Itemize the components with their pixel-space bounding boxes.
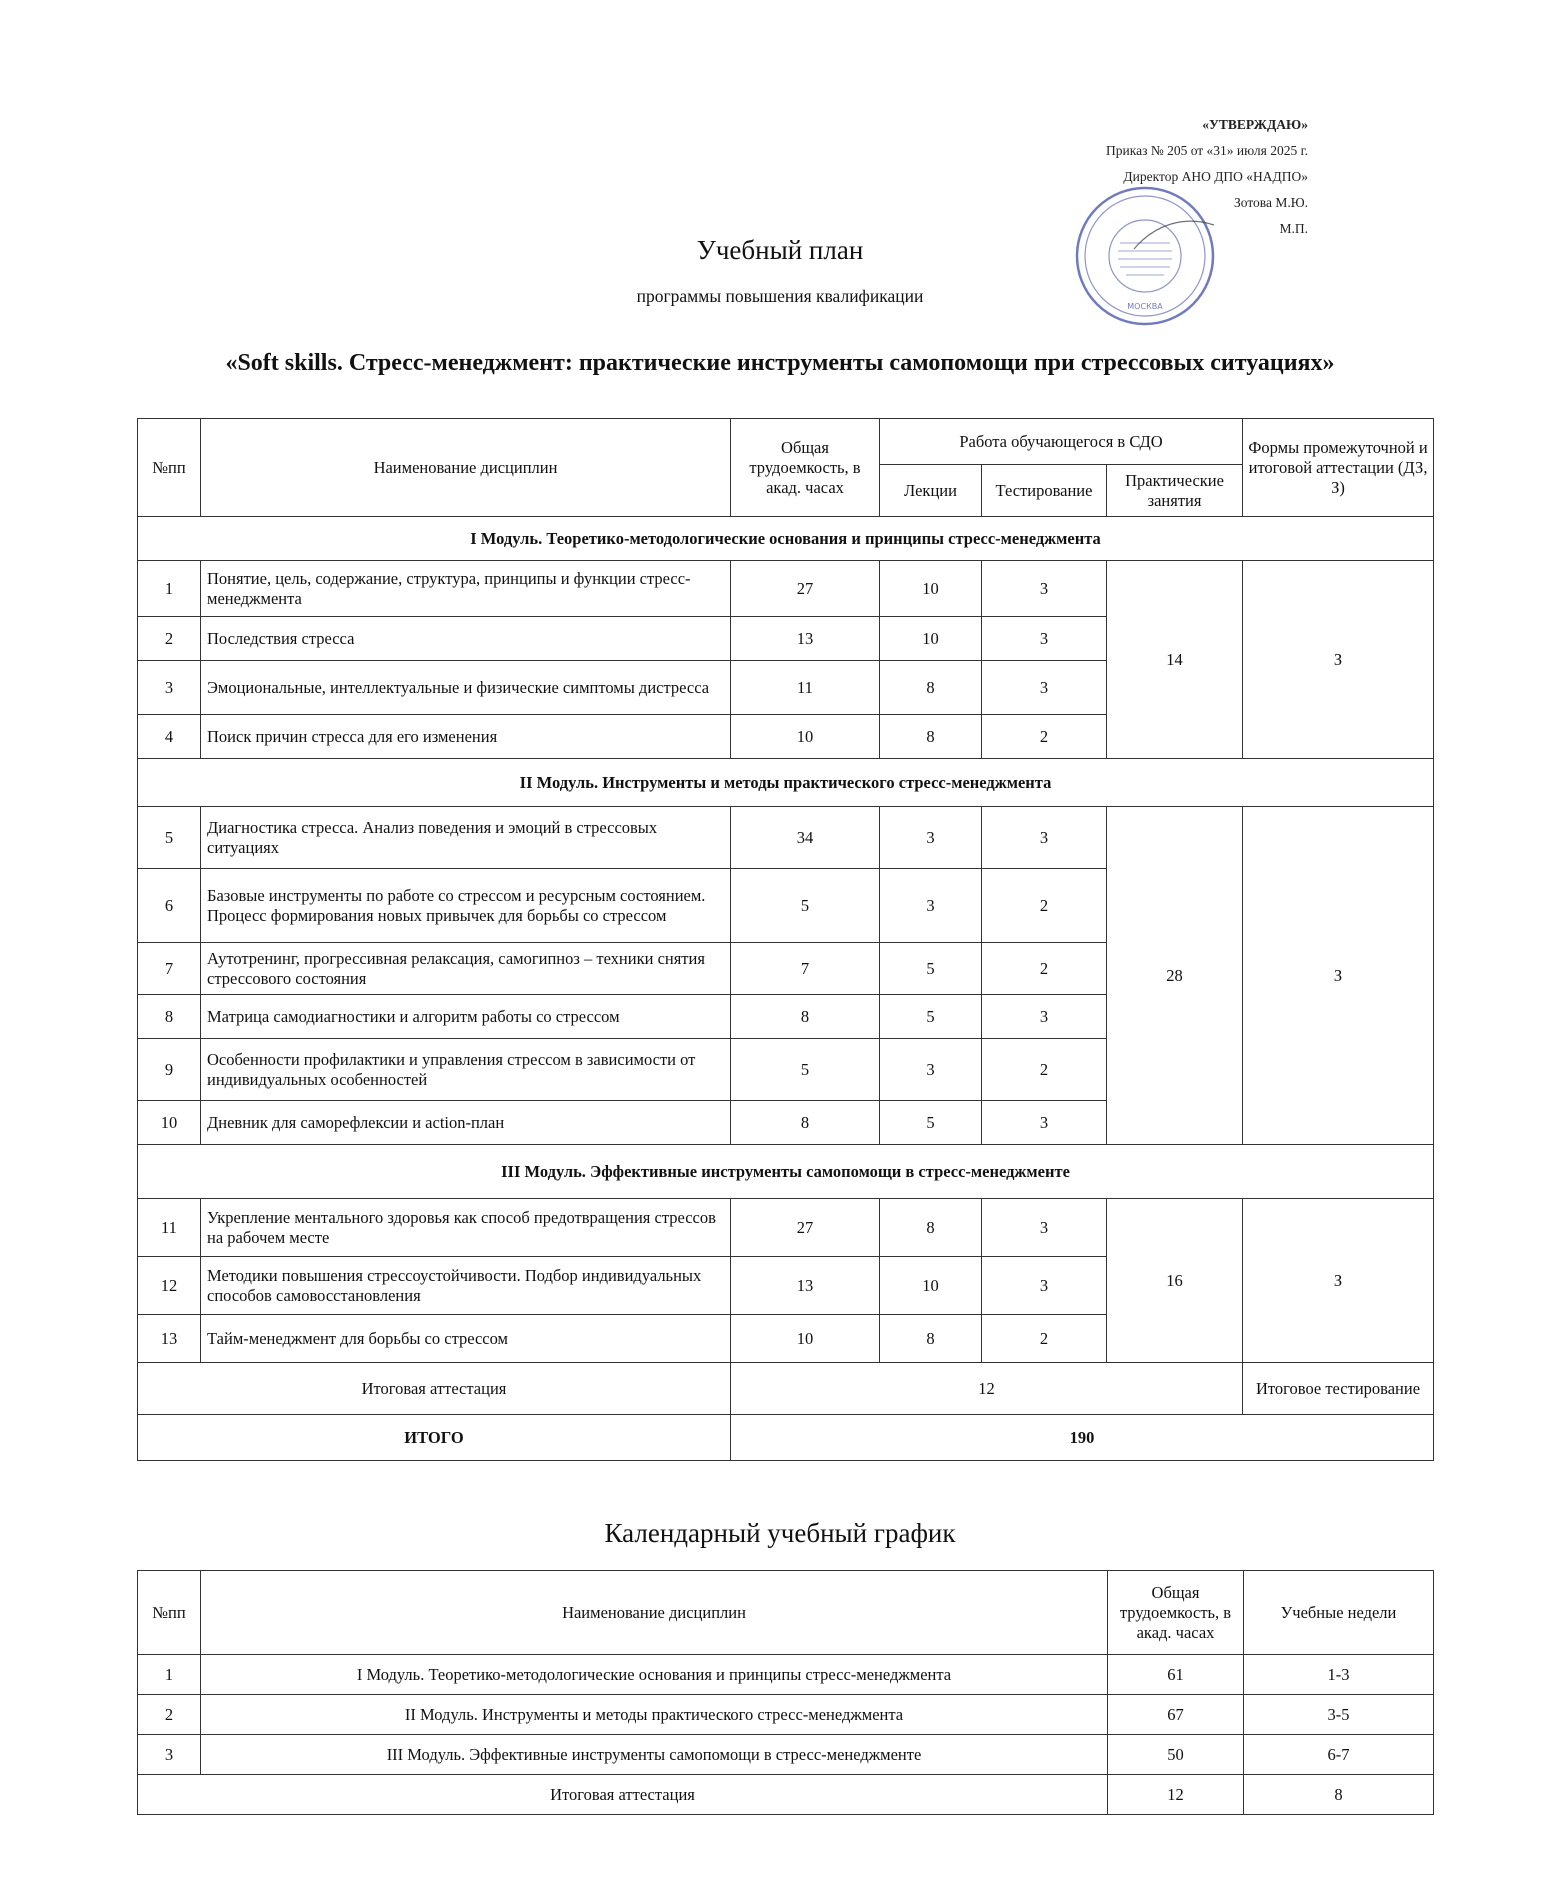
schedule-row (138, 1735, 1434, 1775)
sched-header-num: №пп (138, 1571, 201, 1655)
lecture-hours: 8 (880, 1315, 982, 1363)
header-practice: Практические занятия (1107, 465, 1243, 517)
curriculum-table (137, 418, 1434, 1461)
testing-hours: 3 (982, 1199, 1107, 1257)
lecture-hours: 8 (880, 661, 982, 715)
table-row (138, 807, 1434, 869)
approval-director: Директор АНО ДПО «НАДПО» (1123, 169, 1308, 184)
sched-header-total: Общая трудоемкость, в акад. часах (1108, 1571, 1244, 1655)
lecture-hours: 5 (880, 995, 982, 1039)
schedule-weeks: 6-7 (1244, 1735, 1434, 1775)
schedule-number: 3 (138, 1735, 201, 1775)
approval-seal-place: М.П. (1279, 221, 1308, 236)
schedule-hours: 50 (1108, 1735, 1244, 1775)
schedule-row (138, 1695, 1434, 1735)
schedule-final-hours: 12 (1108, 1775, 1244, 1815)
discipline-name: Тайм-менеджмент для борьбы со стрессом (201, 1315, 731, 1363)
plan-subtitle: программы повышения квалификации (636, 286, 924, 306)
testing-hours: 3 (982, 807, 1107, 869)
total-hours: 5 (731, 869, 880, 943)
row-number: 13 (138, 1315, 201, 1363)
lecture-hours: 10 (880, 617, 982, 661)
lecture-hours: 8 (880, 715, 982, 759)
sched-header-weeks: Учебные недели (1244, 1571, 1434, 1655)
testing-hours: 3 (982, 617, 1107, 661)
row-number: 5 (138, 807, 201, 869)
attestation-form: З (1243, 561, 1434, 759)
testing-hours: 2 (982, 715, 1107, 759)
row-number: 6 (138, 869, 201, 943)
discipline-name: Базовые инструменты по работе со стрессом и ресурсным состоянием. Процесс формирования новых привычек для борьбы со стрессом (201, 869, 731, 943)
header-total: Общая трудоемкость, в акад. часах (731, 419, 880, 517)
total-row (138, 1415, 1434, 1461)
total-hours: 13 (731, 617, 880, 661)
sched-header-name: Наименование дисциплин (201, 1571, 1108, 1655)
header-num: №пп (138, 419, 201, 517)
row-number: 4 (138, 715, 201, 759)
total-hours: 34 (731, 807, 880, 869)
total-hours: 8 (731, 1101, 880, 1145)
schedule-final-weeks: 8 (1244, 1775, 1434, 1815)
lecture-hours: 3 (880, 1039, 982, 1101)
final-attestation-row (138, 1363, 1434, 1415)
schedule-module-name: I Модуль. Теоретико-методологические основания и принципы стресс-менеджмента (201, 1655, 1108, 1695)
row-number: 7 (138, 943, 201, 995)
discipline-name: Диагностика стресса. Анализ поведения и эмоций в стрессовых ситуациях (201, 807, 731, 869)
practice-hours: 14 (1107, 561, 1243, 759)
schedule-row (138, 1655, 1434, 1695)
stamp-city-text: МОСКВА (1127, 302, 1163, 311)
total-hours: 10 (731, 715, 880, 759)
practice-hours: 28 (1107, 807, 1243, 1145)
discipline-name: Матрица самодиагностики и алгоритм работы со стрессом (201, 995, 731, 1039)
module-row (138, 759, 1434, 807)
lecture-hours: 8 (880, 1199, 982, 1257)
approval-name: Зотова М.Ю. (1234, 195, 1308, 210)
row-number: 3 (138, 661, 201, 715)
schedule-hours: 67 (1108, 1695, 1244, 1735)
final-attestation-form: Итоговое тестирование (1243, 1363, 1434, 1415)
final-attestation-hours: 12 (731, 1363, 1243, 1415)
table-row (138, 561, 1434, 617)
discipline-name: Методики повышения стрессоустойчивости. Подбор индивидуальных способов самовосстановления (201, 1257, 731, 1315)
testing-hours: 2 (982, 943, 1107, 995)
testing-hours: 3 (982, 1101, 1107, 1145)
total-label: ИТОГО (138, 1415, 731, 1461)
row-number: 1 (138, 561, 201, 617)
discipline-name: Понятие, цель, содержание, структура, принципы и функции стресс-менеджмента (201, 561, 731, 617)
schedule-module-name: III Модуль. Эффективные инструменты самопомощи в стресс-менеджменте (201, 1735, 1108, 1775)
schedule-number: 2 (138, 1695, 201, 1735)
discipline-name: Поиск причин стресса для его изменения (201, 715, 731, 759)
attestation-form: З (1243, 807, 1434, 1145)
header-forms: Формы промежуточной и итоговой аттестации (ДЗ, З) (1243, 419, 1434, 517)
total-hours: 13 (731, 1257, 880, 1315)
total-hours: 11 (731, 661, 880, 715)
final-attestation-label: Итоговая аттестация (138, 1363, 731, 1415)
discipline-name: Особенности профилактики и управления стрессом в зависимости от индивидуальных особенностей (201, 1039, 731, 1101)
module-row (138, 517, 1434, 561)
total-hours: 5 (731, 1039, 880, 1101)
schedule-weeks: 3-5 (1244, 1695, 1434, 1735)
testing-hours: 3 (982, 1257, 1107, 1315)
approval-order: Приказ № 205 от «31» июля 2025 г. (1106, 143, 1308, 158)
row-number: 8 (138, 995, 201, 1039)
total-hours: 27 (731, 561, 880, 617)
plan-title: Учебный план (696, 235, 864, 265)
testing-hours: 2 (982, 1039, 1107, 1101)
lecture-hours: 10 (880, 561, 982, 617)
header-name: Наименование дисциплин (201, 419, 731, 517)
header-work: Работа обучающегося в СДО (880, 419, 1243, 465)
module-row (138, 1145, 1434, 1199)
discipline-name: Дневник для саморефлексии и action-план (201, 1101, 731, 1145)
testing-hours: 2 (982, 1315, 1107, 1363)
row-number: 10 (138, 1101, 201, 1145)
lecture-hours: 5 (880, 943, 982, 995)
schedule-module-name: II Модуль. Инструменты и методы практического стресс-менеджмента (201, 1695, 1108, 1735)
discipline-name: Аутотренинг, прогрессивная релаксация, самогипноз – техники снятия стрессового состояния (201, 943, 731, 995)
testing-hours: 2 (982, 869, 1107, 943)
row-number: 2 (138, 617, 201, 661)
lecture-hours: 5 (880, 1101, 982, 1145)
schedule-final-row (138, 1775, 1434, 1815)
testing-hours: 3 (982, 995, 1107, 1039)
total-hours: 10 (731, 1315, 880, 1363)
module-title: III Модуль. Эффективные инструменты самопомощи в стресс-менеджменте (138, 1145, 1434, 1199)
testing-hours: 3 (982, 661, 1107, 715)
discipline-name: Укрепление ментального здоровья как способ предотвращения стрессов на рабочем месте (201, 1199, 731, 1257)
module-title: I Модуль. Теоретико-методологические основания и принципы стресс-менеджмента (138, 517, 1434, 561)
row-number: 9 (138, 1039, 201, 1101)
total-hours: 27 (731, 1199, 880, 1257)
schedule-weeks: 1-3 (1244, 1655, 1434, 1695)
schedule-hours: 61 (1108, 1655, 1244, 1695)
total-hours: 8 (731, 995, 880, 1039)
module-title: II Модуль. Инструменты и методы практического стресс-менеджмента (138, 759, 1434, 807)
header-testing: Тестирование (982, 465, 1107, 517)
practice-hours: 16 (1107, 1199, 1243, 1363)
lecture-hours: 10 (880, 1257, 982, 1315)
schedule-title: Календарный учебный график (604, 1518, 956, 1548)
row-number: 12 (138, 1257, 201, 1315)
total-hours-sum: 190 (731, 1415, 1434, 1461)
program-name: «Soft skills. Стресс-менеджмент: практические инструменты самопомощи при стрессовых ситуациях» (225, 350, 1335, 376)
schedule-number: 1 (138, 1655, 201, 1695)
table-row (138, 1199, 1434, 1257)
discipline-name: Эмоциональные, интеллектуальные и физические симптомы дистресса (201, 661, 731, 715)
attestation-form: З (1243, 1199, 1434, 1363)
lecture-hours: 3 (880, 807, 982, 869)
total-hours: 7 (731, 943, 880, 995)
row-number: 11 (138, 1199, 201, 1257)
approval-heading: «УТВЕРЖДАЮ» (1202, 117, 1308, 132)
discipline-name: Последствия стресса (201, 617, 731, 661)
lecture-hours: 3 (880, 869, 982, 943)
schedule-final-label: Итоговая аттестация (138, 1775, 1108, 1815)
testing-hours: 3 (982, 561, 1107, 617)
header-lectures: Лекции (880, 465, 982, 517)
schedule-table (137, 1570, 1434, 1815)
